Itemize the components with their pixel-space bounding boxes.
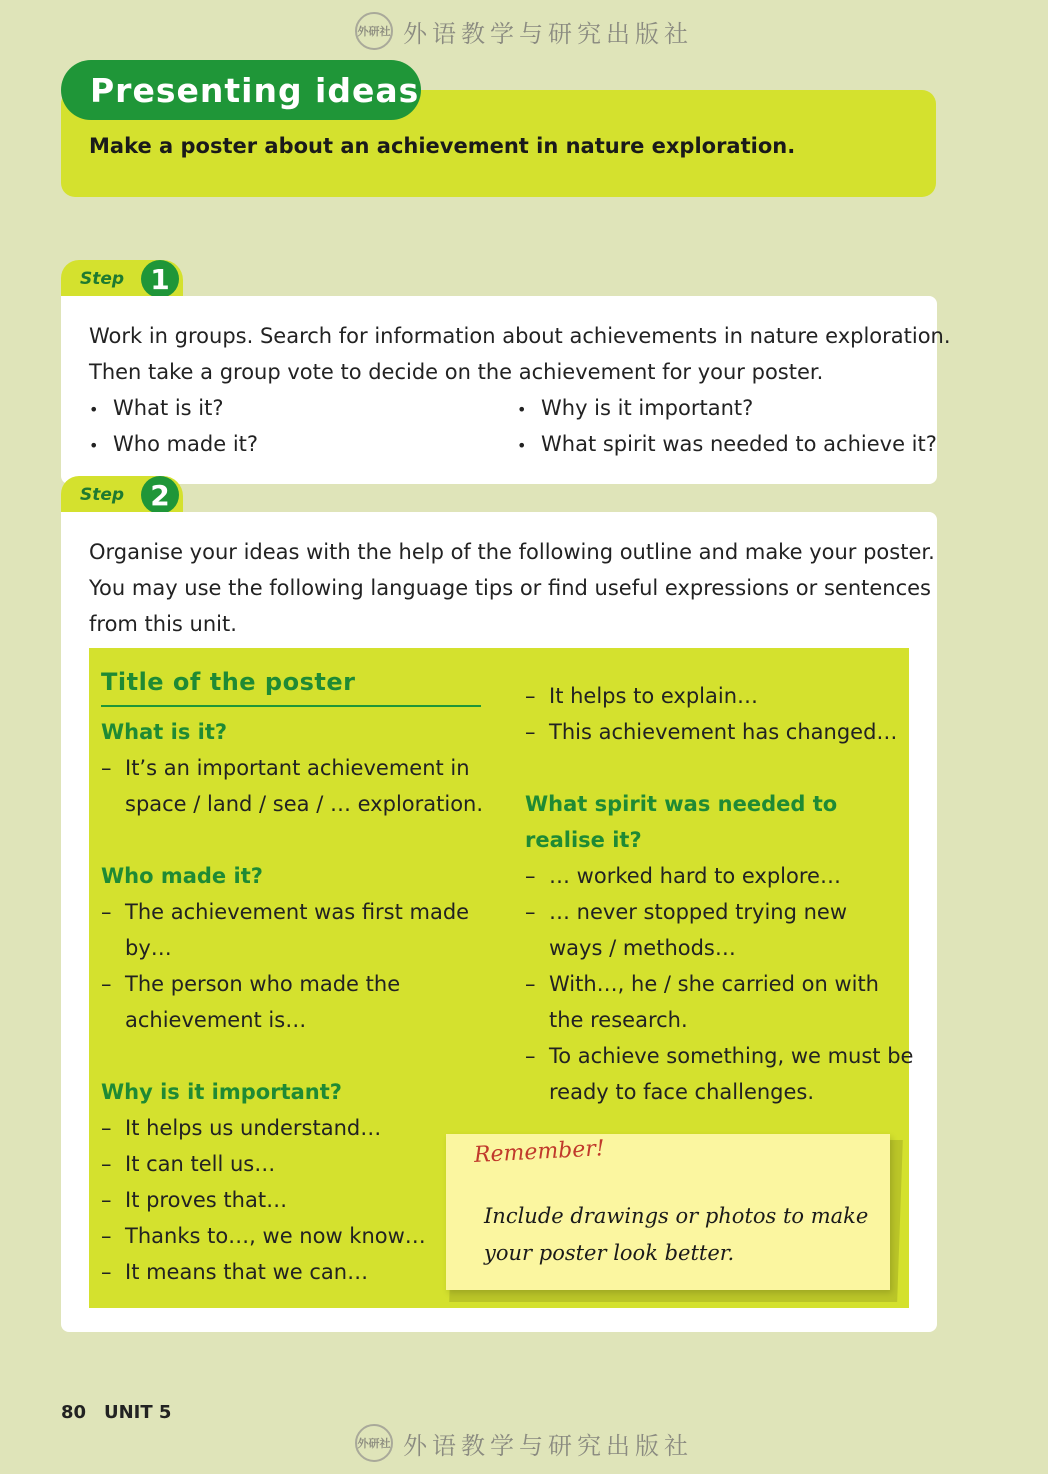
spirit-item3-line2: the research.	[549, 1008, 688, 1032]
unit-label: UNIT 5	[104, 1402, 172, 1423]
bullet-text: What is it?	[113, 396, 224, 420]
step1-bullet-item	[89, 426, 258, 464]
step2-label: Step	[80, 485, 125, 505]
who-item2-line2: achievement is…	[125, 1008, 307, 1032]
who-item1-line1: The achievement was first made	[125, 900, 470, 924]
dash-icon: –	[101, 1116, 112, 1140]
who-item2-line1: The person who made the	[125, 972, 401, 996]
publisher-watermark-bottom	[0, 1424, 1048, 1462]
bullet-text: What spirit was needed to achieve it?	[541, 432, 937, 456]
step1-label: Step	[80, 269, 125, 289]
remember-text-line2: your poster look better.	[484, 1241, 735, 1265]
dash-icon: –	[525, 720, 536, 744]
dash-icon: –	[525, 1044, 536, 1068]
spirit-heading-line1: What spirit was needed to	[525, 792, 838, 816]
spirit-item2-line1: … never stopped trying new	[549, 900, 848, 924]
dash-icon: –	[101, 972, 112, 996]
who-heading: Who made it?	[101, 864, 263, 888]
step1-bullet-item	[89, 390, 224, 428]
remember-title: Remember!	[473, 1136, 606, 1168]
why-item: It can tell us…	[125, 1152, 276, 1176]
dash-icon: –	[101, 1260, 112, 1284]
what-item-line1: It’s an important achievement in	[125, 756, 470, 780]
what-heading: What is it?	[101, 720, 228, 744]
publisher-name: 外语教学与研究出版社	[403, 1431, 693, 1460]
header-instruction: Make a poster about an achievement in nature exploration.	[89, 134, 796, 158]
publisher-logo-text: 外研社	[357, 25, 391, 38]
bullet-icon: •	[517, 436, 527, 455]
dash-icon: –	[101, 1188, 112, 1212]
what-item-line2: space / land / sea / … exploration.	[125, 792, 484, 816]
why-item-cont: It helps to explain…	[549, 684, 759, 708]
outline-title-rule	[101, 705, 481, 707]
outline-title: Title of the poster	[101, 668, 356, 696]
publisher-watermark-top	[0, 12, 1048, 50]
why-heading: Why is it important?	[101, 1080, 342, 1104]
publisher-logo-icon	[355, 12, 393, 50]
spirit-item2-line2: ways / methods…	[549, 936, 736, 960]
spirit-item1: … worked hard to explore…	[549, 864, 841, 888]
publisher-name: 外语教学与研究出版社	[403, 19, 693, 48]
dash-icon: –	[101, 1152, 112, 1176]
spirit-item4-line2: ready to face challenges.	[549, 1080, 815, 1104]
bullet-icon: •	[89, 400, 99, 419]
step2-tab	[61, 476, 183, 514]
step1-number: 1	[141, 260, 179, 298]
page-title: Presenting ideas	[90, 70, 420, 110]
page-number: 80	[61, 1402, 87, 1423]
why-item: It means that we can…	[125, 1260, 369, 1284]
remember-text	[484, 1198, 879, 1272]
dash-icon: –	[525, 684, 536, 708]
step2-text-line3: from this unit.	[89, 612, 237, 636]
step1-text-line1: Work in groups. Search for information about achievements in nature exploration.	[89, 324, 951, 348]
step1-bullet-item	[517, 426, 937, 464]
step1-text-line2: Then take a group vote to decide on the achievement for your poster.	[89, 360, 824, 384]
bullet-icon: •	[89, 436, 99, 455]
step1-bullet-item	[517, 390, 753, 428]
bullet-text: Why is it important?	[541, 396, 754, 420]
who-item1-line2: by…	[125, 936, 172, 960]
dash-icon: –	[101, 900, 112, 924]
dash-icon: –	[525, 864, 536, 888]
bullet-icon: •	[517, 400, 527, 419]
step2-number: 2	[141, 476, 179, 514]
header-title-pill	[61, 60, 421, 120]
step1-tab	[61, 260, 183, 298]
why-item-cont: This achievement has changed…	[549, 720, 898, 744]
spirit-item4-line1: To achieve something, we must be	[549, 1044, 914, 1068]
dash-icon: –	[525, 972, 536, 996]
why-item: It proves that…	[125, 1188, 288, 1212]
why-item: Thanks to…, we now know…	[125, 1224, 426, 1248]
remember-text-line1: Include drawings or photos to make	[484, 1204, 869, 1228]
dash-icon: –	[525, 900, 536, 924]
step2-text-line2: You may use the following language tips or find useful expressions or sentences	[89, 576, 931, 600]
step2-text-line1: Organise your ideas with the help of the following outline and make your poster.	[89, 540, 935, 564]
bullet-text: Who made it?	[113, 432, 259, 456]
spirit-item3-line1: With…, he / she carried on with	[549, 972, 879, 996]
spirit-heading-line2: realise it?	[525, 828, 642, 852]
publisher-logo-icon	[355, 1424, 393, 1462]
why-item: It helps us understand…	[125, 1116, 382, 1140]
dash-icon: –	[101, 756, 112, 780]
dash-icon: –	[101, 1224, 112, 1248]
publisher-logo-text: 外研社	[357, 1437, 391, 1450]
